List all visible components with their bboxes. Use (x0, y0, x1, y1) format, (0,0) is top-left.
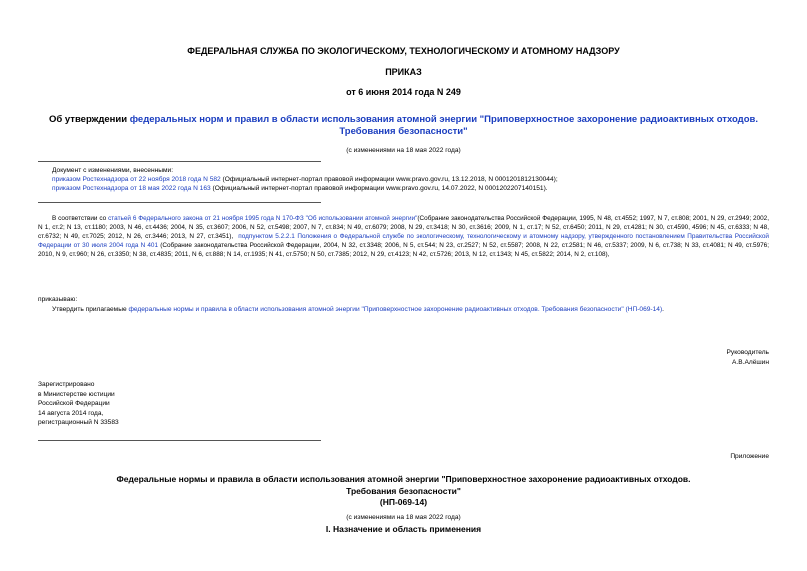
divider-top (38, 161, 321, 162)
changes-block (52, 166, 752, 193)
changes-heading: Документ с изменениями, внесенными: (52, 167, 174, 174)
appendix-title-line-1: Федеральные нормы и правила в области использования атомной энергии "Приповерхностное захоронение радиоактивных отходов. (116, 474, 691, 484)
change-item-2 (52, 184, 752, 193)
title-prefix: Об утверждении (49, 114, 130, 125)
agency-title: ФЕДЕРАЛЬНАЯ СЛУЖБА ПО ЭКОЛОГИЧЕСКОМУ, ТЕХНОЛОГИЧЕСКОМУ И АТОМНОМУ НАДЗОРУ (187, 46, 620, 56)
appendix-label: Приложение (730, 453, 769, 460)
registration-line: регистрационный N 33583 (38, 419, 119, 426)
document-title (38, 114, 769, 138)
change-text-1: (Официальный интернет-портал правовой информации www.pravo.gov.ru, 13.12.2018, N 0001201812130044); (220, 176, 558, 183)
regulation-link[interactable]: подпунктом 5.2.2.1 Положения о Федеральной службе по экологическому, технологическому и атомному надзору, утвержденного постановлением Правительства Российской Федерации от 30 июля 2004 года N 401 (38, 233, 769, 249)
approve-text: Утвердить прилагаемые (52, 306, 129, 313)
change-item-1 (52, 175, 752, 184)
signature-block (727, 348, 769, 368)
preamble-text-3: (Собрание законодательства Российской Федерации, 2004, N 32, ст.3348; 2006, N 5, ст.544; N 23, ст.2527; N 52, ст.5587; 2008, N 22, ст.2581; N 46, ст.5337; 2009, N 6, ст.738; N 33, ст.4081; N 49, ст.5976; 2010, N 9, ст.960; N 26, ст.3350; N 38, ст.4835; 2011, N 6, ст.888; N 14, ст.1935; N 41, ст.5750; N 50, ст.7385; 2012, N 29, ст.4123; N 42, ст.5726; 2013, N 12, ст.1343; N 45, ст.5822; 2014, N 2, ст.108), (38, 242, 770, 258)
appendix-title (38, 474, 769, 509)
signature-position: Руководитель (726, 349, 769, 356)
change-text-2: (Официальный интернет-портал правовой информации www.pravo.gov.ru, 14.07.2022, N 0001202207140151). (210, 185, 548, 192)
appendix-title-line-2: Требования безопасности" (346, 485, 461, 496)
law-link[interactable]: статьей 6 Федерального закона от 21 ноября 1995 года N 170-ФЗ "Об использовании атомной энергии" (108, 215, 418, 222)
appendix-revision-note: (с изменениями на 18 мая 2022 года) (346, 514, 461, 521)
section-heading: I. Назначение и область применения (325, 524, 482, 534)
appendix-code: (НП-069-14) (379, 497, 428, 507)
registration-block (38, 380, 119, 428)
norms-link[interactable]: федеральные нормы и правила в области использования атомной энергии "Приповерхностное захоронение радиоактивных отходов. Требования безопасности" (НП-069-14) (128, 306, 663, 313)
registration-line: Зарегистрировано (38, 381, 95, 388)
order-word: приказываю: (38, 296, 78, 303)
signature-name: А.В.Алёшин (732, 359, 769, 366)
revision-note: (с изменениями на 18 мая 2022 года) (346, 147, 461, 154)
approve-paragraph (52, 306, 769, 313)
document-date-number: от 6 июня 2014 года N 249 (346, 87, 461, 97)
divider-changes (38, 202, 321, 203)
preamble-text-2: (Собрание законодательства Российской Федерации, 1995, N 48, ст.4552; 1997, N 7, ст.808; 2001, N 29, ст.2949; 2002, N 1, ст.2; N 13, ст.1180; 2003, N 46, ст.4436; 2004, N 35, ст.3607; 2006, N 52, ст.5498; 2007, N 7, ст.834; N 49, ст.6079; 2008, N 29, ст.3418; N 30, ст.3616; 2009, N 1, ст.17; N 52, ст.6450; 2011, N 29, ст.4281; N 30, ст.4590, 4596; N 45, ст.6333; N 48, ст.6732; N 49, ст.7025; 2012, N 26, ст.3446; 2013, N 27, ст.3451), (38, 215, 770, 240)
registration-line: в Министерстве юстиции (38, 390, 115, 398)
change-link-2[interactable]: приказом Ростехнадзора от 18 мая 2022 года N 163 (52, 185, 211, 192)
document-type: ПРИКАЗ (385, 67, 422, 77)
approve-end: . (662, 306, 664, 313)
change-link-1[interactable]: приказом Ростехнадзора от 22 ноября 2018 года N 582 (52, 176, 221, 183)
title-link[interactable]: федеральных норм и правил в области использования атомной энергии "Приповерхностное захоронение радиоактивных отходов. Требования безопасности" (129, 114, 758, 137)
registration-line: 14 августа 2014 года, (38, 409, 104, 417)
preamble-text-1: В соответствии со (52, 215, 109, 222)
preamble-paragraph (38, 214, 769, 259)
registration-line: Российской Федерации (38, 400, 110, 407)
divider-appendix (38, 440, 321, 441)
